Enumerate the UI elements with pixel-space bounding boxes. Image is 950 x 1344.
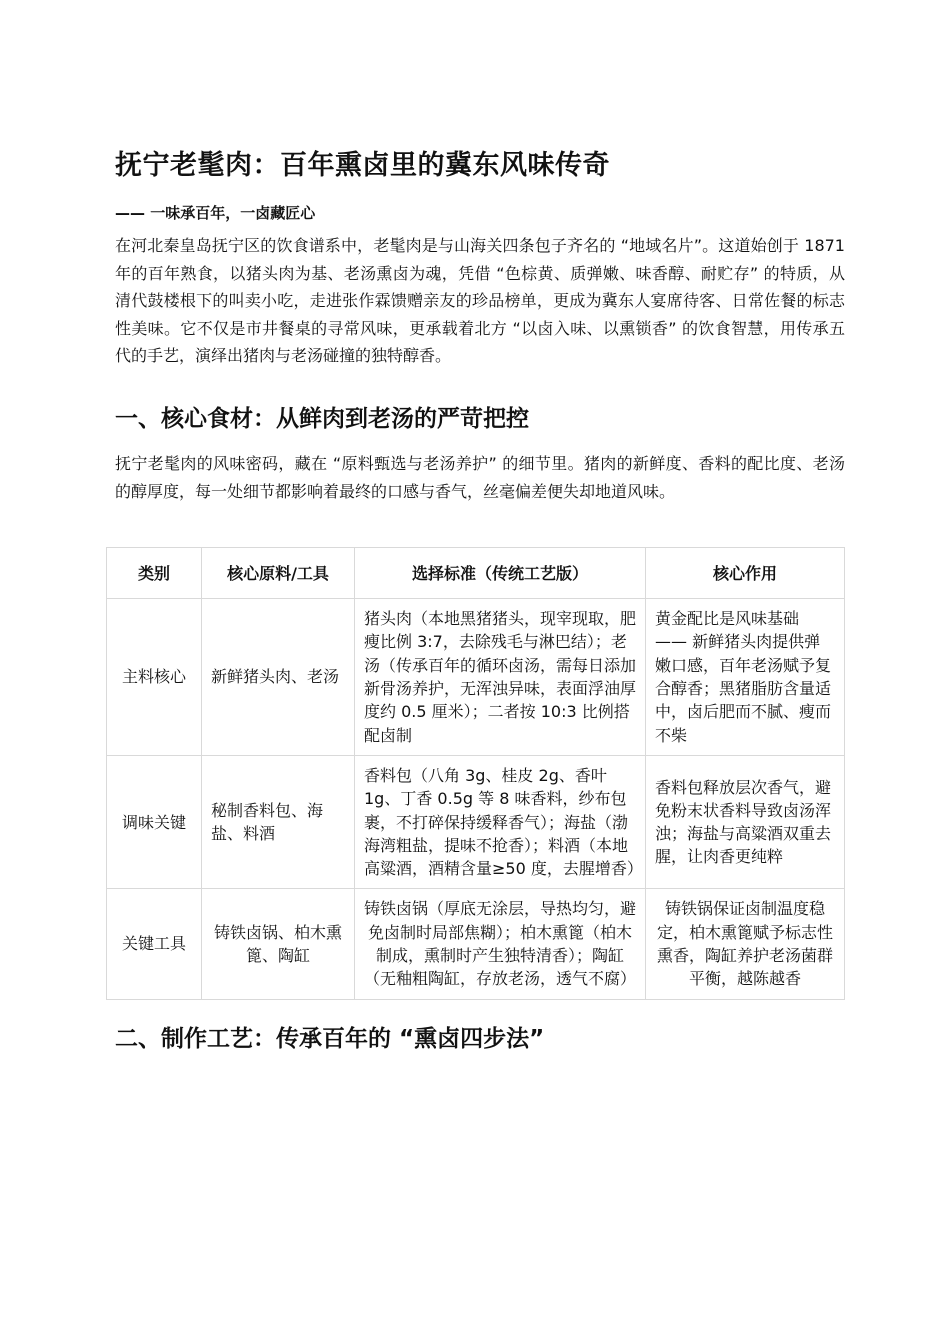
cell-standard: 铸铁卤锅（厚底无涂层，导热均匀，避免卤制时局部焦糊）；柏木熏篦（柏木制成，熏制时产生独特清香）；陶缸（无釉粗陶缸，存放老汤，透气不腐）	[355, 889, 646, 999]
section-two-heading: 二、制作工艺：传承百年的 “熏卤四步法”	[115, 1025, 545, 1052]
cell-materials: 新鲜猪头肉、老汤	[202, 599, 355, 756]
table-row	[107, 599, 845, 756]
cell-materials: 秘制香料包、海盐、料酒	[202, 755, 355, 888]
section-one-paragraph: 抚宁老髦肉的风味密码，藏在 “原料甄选与老汤养护” 的细节里。猪肉的新鲜度、香料的配比度、老汤的醇厚度，每一处细节都影响着最终的口感与香气，丝毫偏差便失却地道风味。	[115, 453, 845, 501]
cell-materials: 铸铁卤锅、柏木熏篦、陶缸	[202, 889, 355, 999]
intro-paragraph: 在河北秦皇岛抚宁区的饮食谱系中，老髦肉是与山海关四条包子齐名的 “地域名片”。这道始创于 1871 年的百年熟食，以猪头肉为基、老汤熏卤为魂，凭借 “色棕黄、质弹嫩、味香醇、耐贮存” 的特质，从清代鼓楼根下的叫卖小吃，走进张作霖馈赠亲友的珍品榜单，更成为冀东人宴席待客、日常佐餐的标志性美味。它不仅是市井餐桌的寻常风味，更承载着北方 “以卤入味、以熏锁香” 的饮食智慧，用传承五代的手艺，演绎出猪肉与老汤碰撞的独特醇香。	[115, 236, 845, 366]
column-header-category: 类别	[107, 548, 202, 599]
column-header-standard: 选择标准（传统工艺版）	[355, 548, 646, 599]
cell-category: 关键工具	[107, 889, 202, 999]
table-row	[107, 755, 845, 888]
column-header-materials: 核心原料/工具	[202, 548, 355, 599]
ingredients-table	[106, 547, 845, 999]
cell-standard: 猪头肉（本地黑猪猪头，现宰现取，肥瘦比例 3:7，去除残毛与淋巴结）；老汤（传承百年的循环卤汤，需每日添加新骨汤养护，无浑浊异味，表面浮油厚度约 0.5 厘米）；二者按 10:3 比例搭配卤制	[355, 599, 646, 756]
table-header-row	[107, 548, 845, 599]
cell-effect: 黄金配比是风味基础 —— 新鲜猪头肉提供弹嫩口感，百年老汤赋予复合醇香；黑猪脂肪含量适中，卤后肥而不腻、瘦而不柴	[646, 599, 845, 756]
document-title: 抚宁老髦肉：百年熏卤里的冀东风味传奇	[115, 150, 610, 181]
section-one-heading: 一、核心食材：从鲜肉到老汤的严苛把控	[115, 405, 529, 432]
cell-effect: 香料包释放层次香气，避免粉末状香料导致卤汤浑浊；海盐与高粱酒双重去腥，让肉香更纯粹	[646, 755, 845, 888]
document-subtitle: —— 一味承百年，一卤藏匠心	[115, 204, 316, 222]
cell-effect: 铸铁锅保证卤制温度稳定，柏木熏篦赋予标志性熏香，陶缸养护老汤菌群平衡，越陈越香	[646, 889, 845, 999]
cell-category: 调味关键	[107, 755, 202, 888]
cell-standard: 香料包（八角 3g、桂皮 2g、香叶 1g、丁香 0.5g 等 8 味香料，纱布包裹，不打碎保持缓释香气）；海盐（渤海湾粗盐，提味不抢香）；料酒（本地高粱酒，酒精含量≥50 度，去腥增香）	[355, 755, 646, 888]
cell-category: 主料核心	[107, 599, 202, 756]
table-row	[107, 889, 845, 999]
column-header-effect: 核心作用	[646, 548, 845, 599]
document-page	[115, 146, 845, 1056]
